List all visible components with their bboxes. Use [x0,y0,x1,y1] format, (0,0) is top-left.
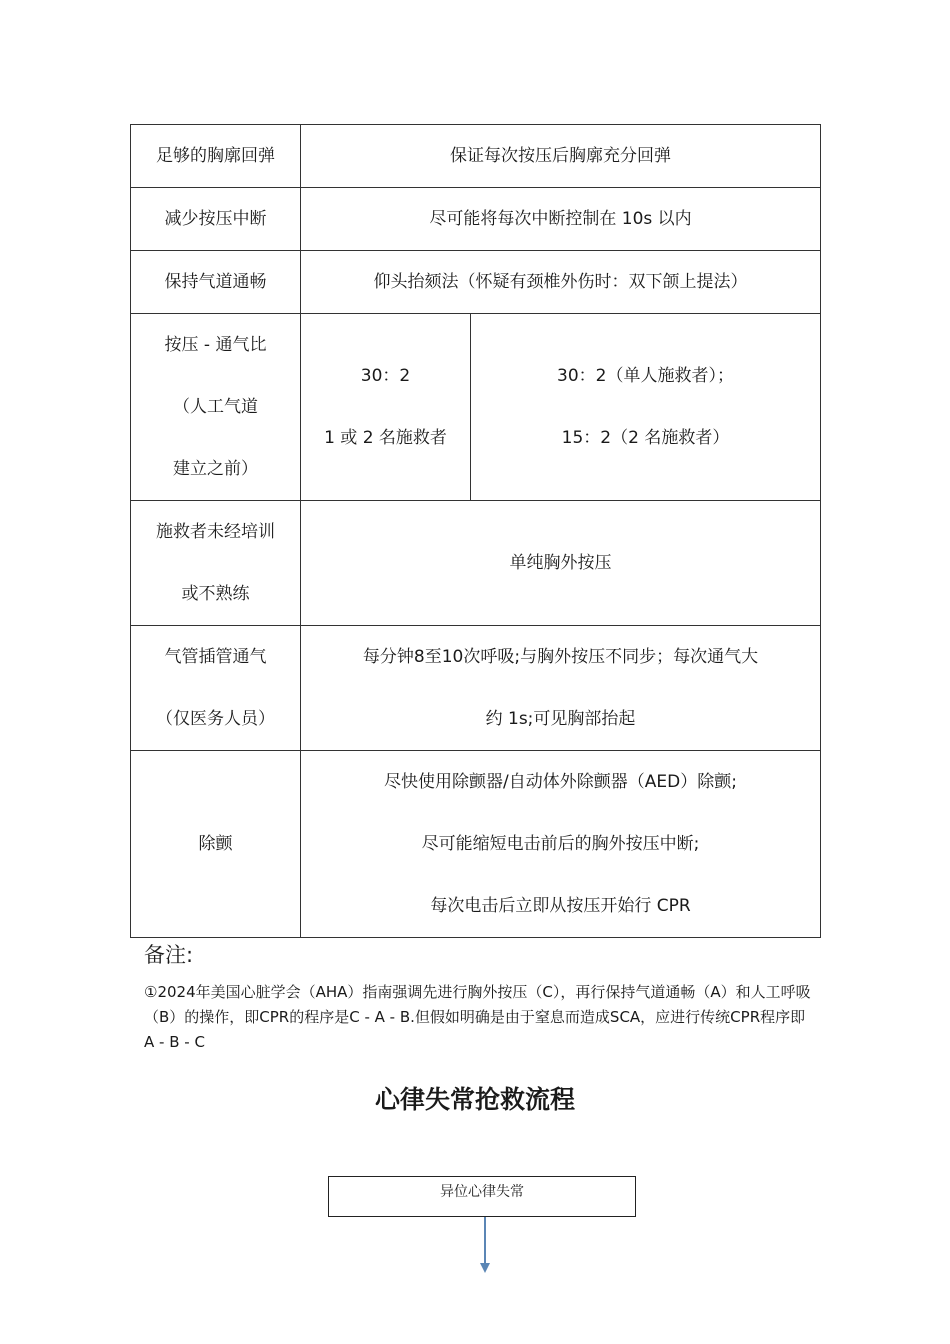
cell-line: 建立之前） [173,459,258,479]
flow-arrow-down-icon [477,1217,493,1275]
cell-line: 足够的胸廓回弹 [156,146,275,166]
notes-title: 备注: [144,943,194,967]
row-label-cell [131,188,301,251]
cell-line: 30：2 [360,366,411,386]
table-row [131,626,821,751]
table-row [131,188,821,251]
table-row [131,751,821,938]
cell-line: 每次电击后立即从按压开始行 CPR [430,896,691,916]
cpr-parameters-table [130,124,821,938]
cell-line: 30：2（单人施救者）； [557,366,734,386]
cell-line: 施救者未经培训 [156,522,275,542]
cell-line: 尽可能将每次中断控制在 10s 以内 [429,209,692,229]
row-content-cell [301,751,821,938]
row-label-cell [131,125,301,188]
cell-line: 或不熟练 [181,584,250,604]
cell-line: 1 或 2 名施救者 [324,428,447,448]
cell-line: 保证每次按压后胸廓充分回弹 [450,146,671,166]
table-row [131,314,821,501]
flowchart-node-ectopic: 异位心律失常 [328,1176,636,1217]
row-content-cell [301,626,821,751]
cell-line: 仰头抬颏法（怀疑有颈椎外伤时：双下颌上提法） [373,272,748,292]
row-label-cell [131,751,301,938]
cell-line: 减少按压中断 [164,209,267,229]
row-label-cell [131,251,301,314]
row-content-cell [301,188,821,251]
table-row [131,501,821,626]
notes-text: ①2024年美国心脏学会（AHA）指南强调先进行胸外按压（C），再行保持气道通畅（A）和人工呼吸（B）的操作，即CPR的程序是C - A - B.但假如明确是由于窒息而造成SCA，应进行传统CPR程序即A - B - C [144,983,811,1051]
flowchart-title: 心律失常抢救流程 [374,1085,575,1114]
row-label-cell [131,501,301,626]
row-content-cell [301,501,821,626]
row-content-cell [471,314,821,501]
cell-line: 15：2（2 名施救者） [561,428,730,448]
cell-line: 除颤 [198,834,233,854]
cell-line: （人工气道 [173,397,258,417]
cell-line: 尽快使用除颤器/自动体外除颤器（AED）除颤; [384,772,737,792]
cell-line: 保持气道通畅 [164,272,267,292]
cell-line: 每分钟8至10次呼吸;与胸外按压不同步；每次通气大 [362,647,759,667]
cell-line: 尽可能缩短电击前后的胸外按压中断; [421,834,700,854]
cell-line: （仅医务人员） [156,709,275,729]
row-content-cell [301,251,821,314]
row-mid-cell [301,314,471,501]
cell-line: 约 1s;可见胸部抬起 [485,709,636,729]
row-label-cell [131,314,301,501]
cell-line: 气管插管通气 [164,647,267,667]
cell-line: 单纯胸外按压 [509,553,612,573]
table-row [131,125,821,188]
row-label-cell [131,626,301,751]
table-row [131,251,821,314]
cell-line: 按压 - 通气比 [164,335,267,355]
row-content-cell [301,125,821,188]
